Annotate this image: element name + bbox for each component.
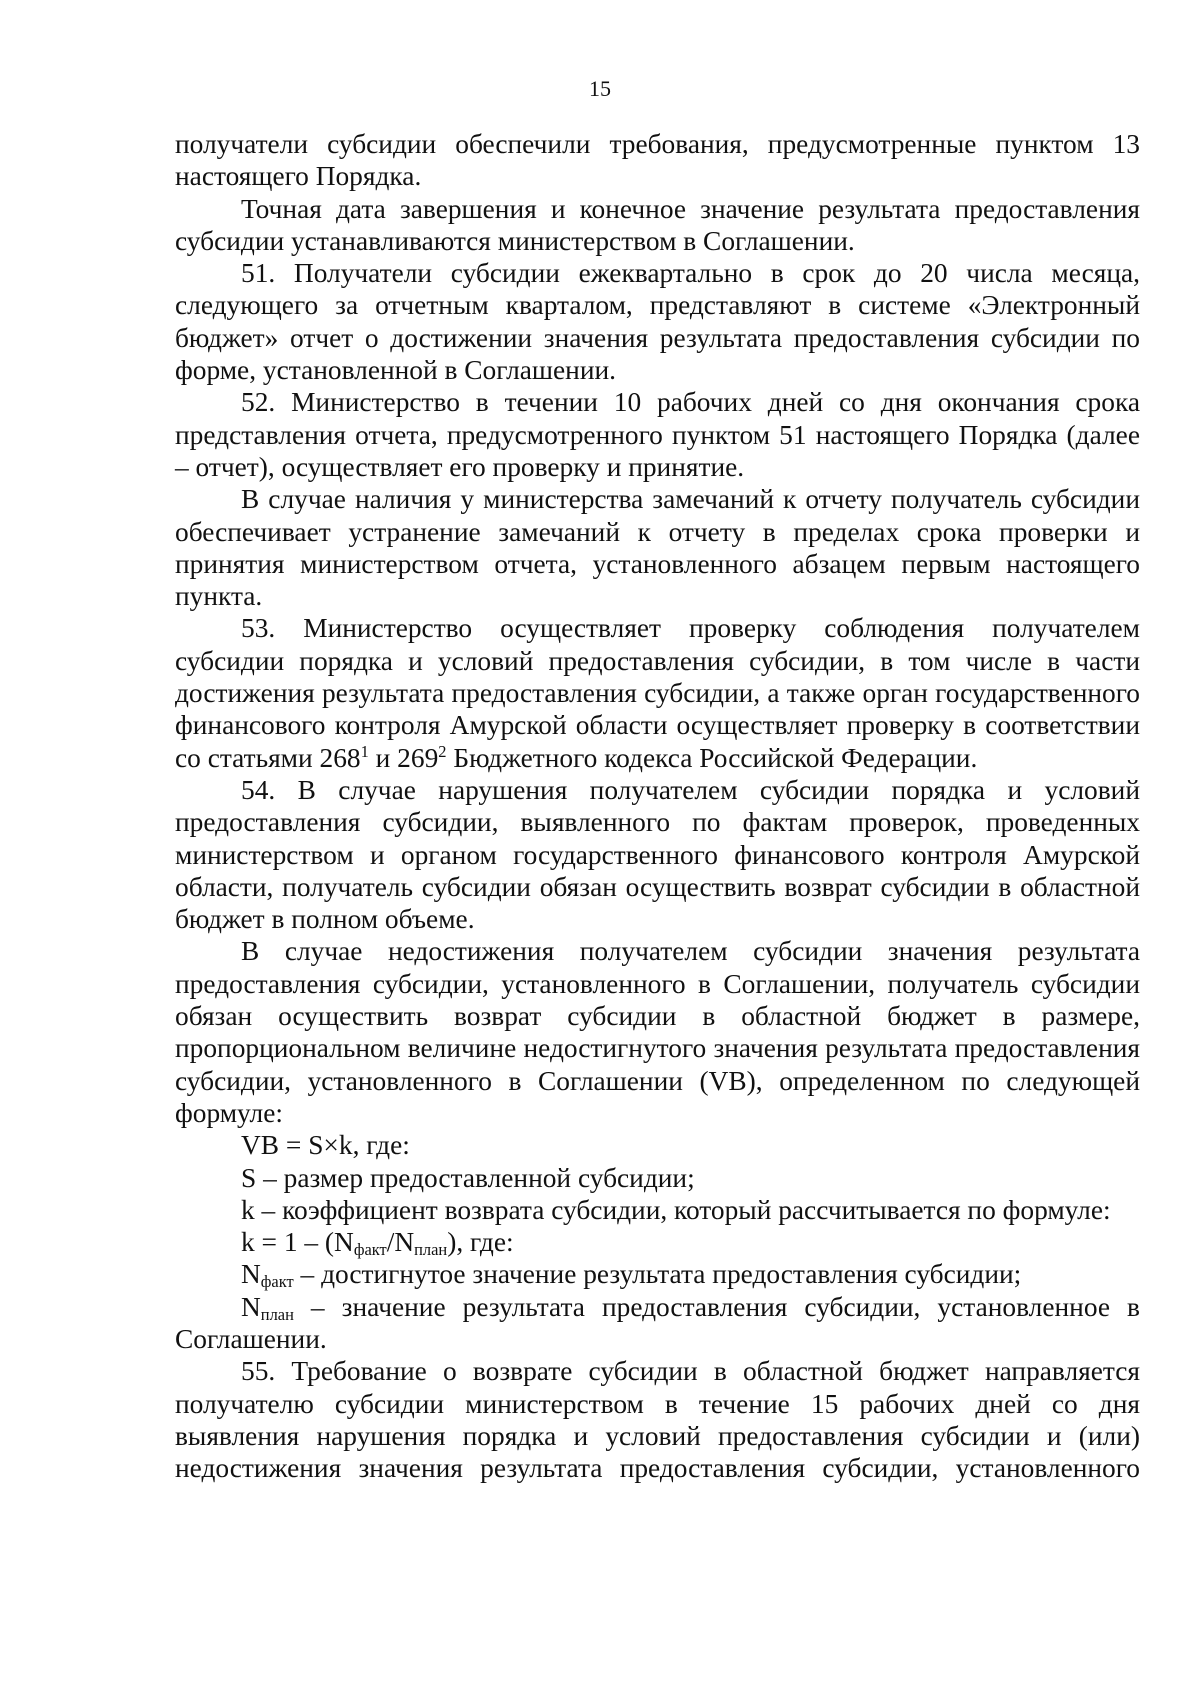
paragraph: В случае наличия у министерства замечаний к отчету получатель субсидии обеспечивает устранение замечаний к отчету в пределах срока проверки и принятия министерством отчета, установленного абзацем первым настоящего пункта. [175, 484, 1140, 612]
paragraph-text: и 269 [368, 742, 439, 773]
variable: N [241, 1291, 261, 1322]
superscript: 2 [438, 741, 447, 761]
paragraph: получатели субсидии обеспечили требования, предусмотренные пунктом 13 настоящего Порядка. [175, 129, 1140, 192]
paragraph-51: 51. Получатели субсидии ежеквартально в срок до 20 числа месяца, следующего за отчетным кварталом, представляют в системе «Электронный бюджет» отчет о достижении значения результата предоставления субсидии по форме, установленной в Соглашении. [175, 258, 1140, 386]
variable: N [241, 1259, 261, 1290]
formula-vb: VB = S×k, где: [241, 1130, 410, 1161]
paragraph: Точная дата завершения и конечное значение результата предоставления субсидии устанавливаются министерством в Соглашении. [175, 193, 1140, 256]
definition-nplan [175, 1291, 1140, 1356]
definition-text: – значение результата предоставления субсидии, установленное в Соглашении. [175, 1291, 1140, 1354]
subscript: факт [353, 1240, 387, 1260]
paragraph: В случае недостижения получателем субсидии значения результата предоставления субсидии, установленного в Соглашении, получатель субсидии обязан осуществить возврат субсидии в областной бюджет в размере, пропорциональном величине недостигнутого значения результата предоставления субсидии, установленного в Соглашении (VB), определенном по следующей формуле: [175, 936, 1140, 1128]
paragraph-text: Бюджетного кодекса Российской Федерации. [446, 742, 978, 773]
paragraph-text: 53. Министерство осуществляет проверку соблюдения получателем субсидии порядка и условий предоставления субсидии, в том числе в части достижения результата предоставления субсидии, а также орган государственного финансового контроля Амурской области осуществляет проверку в соответствии со статьями 268 [175, 613, 1140, 773]
paragraph-53 [175, 612, 1140, 773]
document-body [175, 128, 1140, 1484]
formula-k [175, 1226, 1140, 1258]
definition-text: – достигнутое значение результата предоставления субсидии; [293, 1259, 1022, 1290]
definition-s: S – размер предоставленной субсидии; [241, 1162, 695, 1193]
subscript: план [260, 1304, 294, 1324]
formula-text: ), где: [447, 1227, 514, 1258]
formula-text: k = 1 – (N [241, 1227, 354, 1258]
formula-text: /N [386, 1227, 415, 1258]
paragraph-52: 52. Министерство в течении 10 рабочих дней со дня окончания срока представления отчета, предусмотренного пунктом 51 настоящего Порядка (далее – отчет), осуществляет его проверку и принятие. [175, 387, 1140, 482]
definition-k: k – коэффициент возврата субсидии, который рассчитывается по формуле: [241, 1194, 1111, 1225]
paragraph-55: 55. Требование о возврате субсидии в областной бюджет направляется получателю субсидии министерством в течение 15 рабочих дней со дня выявления нарушения порядка и условий предоставления субсидии и (или) недостижения значения результата предоставления субсидии, установленного [175, 1356, 1140, 1484]
superscript: 1 [360, 741, 369, 761]
page-number: 15 [589, 76, 611, 101]
subscript: план [414, 1240, 448, 1260]
definition-nfact [175, 1258, 1140, 1290]
paragraph-54: 54. В случае нарушения получателем субсидии порядка и условий предоставления субсидии, выявленного по фактам проверок, проведенных министерством и органом государственного финансового контроля Амурской области, получатель субсидии обязан осуществить возврат субсидии в областной бюджет в полном объеме. [175, 774, 1140, 935]
subscript: факт [260, 1272, 294, 1292]
